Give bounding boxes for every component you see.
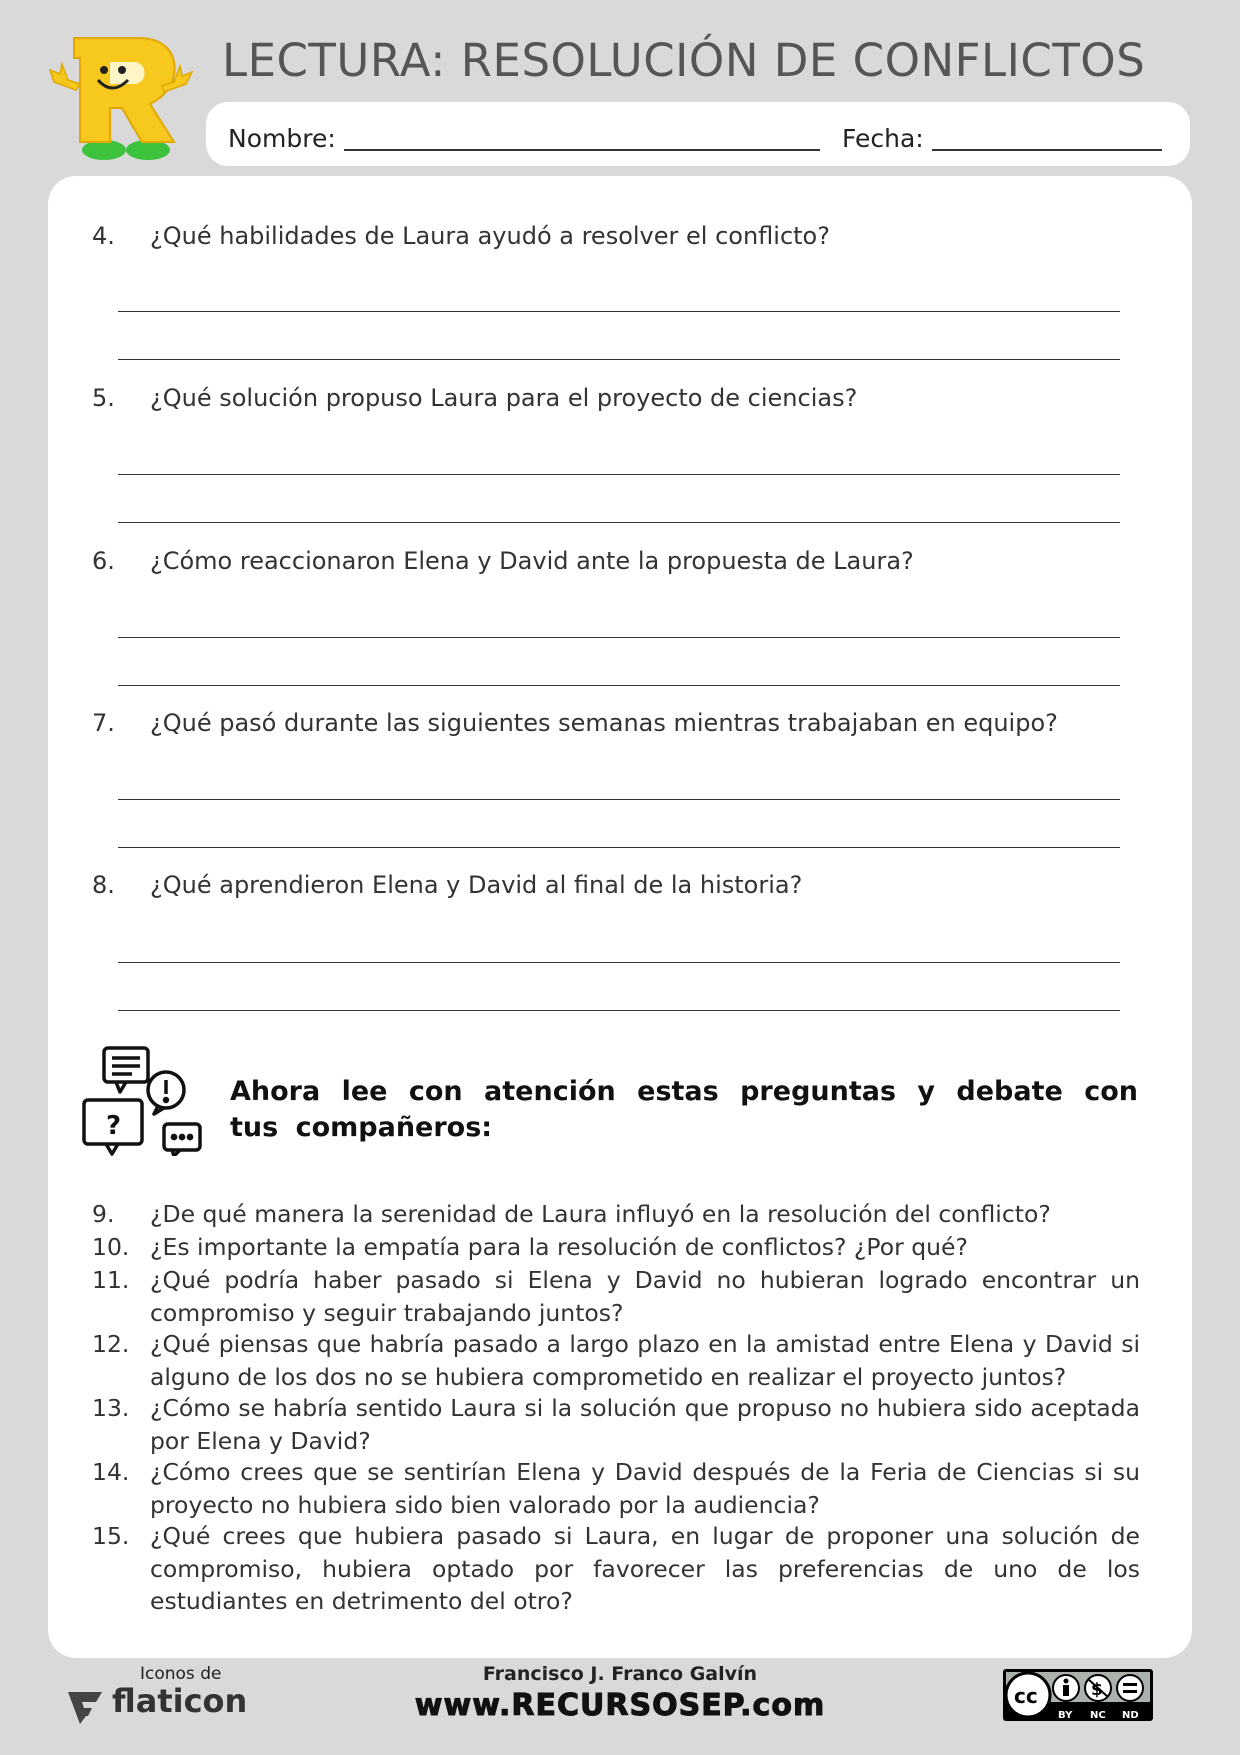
cc-nd-badge: ND <box>1122 1710 1139 1721</box>
mascot-r-logo-icon <box>46 30 196 168</box>
answer-line[interactable] <box>118 962 1120 963</box>
flaticon-brand: flaticon <box>112 1682 248 1720</box>
icons-credit-label: Iconos de <box>140 1664 222 1684</box>
question-number: 12. <box>92 1330 130 1358</box>
flaticon-credit[interactable] <box>66 1664 256 1744</box>
question-number: 9. <box>92 1200 115 1228</box>
answer-line[interactable] <box>118 685 1120 686</box>
creative-commons-license-icon[interactable] <box>1002 1668 1154 1722</box>
question-text: ¿Cómo se habría sentido Laura si la solución que propuso no hubiera sido aceptada por Elena y David? <box>150 1394 1140 1455</box>
question-text: ¿Qué pasó durante las siguientes semanas mientras trabajaban en equipo? <box>150 709 1058 737</box>
name-date-bar <box>206 102 1190 166</box>
question-number: 13. <box>92 1394 130 1422</box>
date-field[interactable] <box>842 102 1162 166</box>
answer-line[interactable] <box>118 474 1120 475</box>
question-number: 8. <box>92 871 115 899</box>
answer-line[interactable] <box>118 522 1120 523</box>
question-number: 4. <box>92 222 115 250</box>
question-text: ¿De qué manera la serenidad de Laura influyó en la resolución del conflicto? <box>150 1200 1051 1228</box>
svg-text:?: ? <box>106 1111 122 1141</box>
website-link[interactable]: www.RECURSOSEP.com <box>414 1688 826 1723</box>
question-text: ¿Es importante la empatía para la resolución de conflictos? ¿Por qué? <box>150 1233 968 1261</box>
answer-line[interactable] <box>118 799 1120 800</box>
question-text: ¿Cómo reaccionaron Elena y David ante la propuesta de Laura? <box>150 547 914 575</box>
name-label: Nombre: <box>228 124 336 153</box>
answer-line[interactable] <box>118 847 1120 848</box>
question-text: ¿Qué crees que hubiera pasado si Laura, en lugar de proponer una solución de compromiso, hubiera optado por favorecer las preferencias de uno de los estudiantes en detrimento del otro? <box>150 1522 1140 1615</box>
question-text: ¿Qué habilidades de Laura ayudó a resolver el conflicto? <box>150 222 830 250</box>
cc-nc-badge: NC <box>1090 1710 1106 1721</box>
page-title: LECTURA: RESOLUCIÓN DE CONFLICTOS <box>222 34 1146 87</box>
flaticon-logo-icon <box>66 1688 104 1726</box>
answer-line[interactable] <box>118 311 1120 312</box>
answer-line[interactable] <box>118 359 1120 360</box>
question-number: 6. <box>92 547 115 575</box>
answer-line[interactable] <box>118 637 1120 638</box>
question-number: 15. <box>92 1522 130 1550</box>
debate-heading: Ahora lee con atención estas preguntas y debate con tus compañeros: <box>230 1076 1138 1143</box>
svg-text:$: $ <box>1091 1680 1103 1700</box>
cc-by-badge: BY <box>1058 1710 1073 1721</box>
question-number: 5. <box>92 384 115 412</box>
name-blank-line[interactable] <box>344 131 820 151</box>
question-number: 10. <box>92 1233 130 1261</box>
question-text: ¿Qué podría haber pasado si Elena y David no hubieran logrado encontrar un compromiso y seguir trabajando juntos? <box>150 1266 1140 1327</box>
question-number: 7. <box>92 709 115 737</box>
date-label: Fecha: <box>842 124 924 153</box>
question-number: 11. <box>92 1266 130 1294</box>
name-field[interactable] <box>228 102 820 166</box>
question-text: ¿Qué solución propuso Laura para el proyecto de ciencias? <box>150 384 858 412</box>
date-blank-line[interactable] <box>932 131 1162 151</box>
answer-line[interactable] <box>118 1010 1120 1011</box>
worksheet-panel <box>48 176 1192 1658</box>
svg-text:cc: cc <box>1014 1684 1038 1708</box>
question-number: 14. <box>92 1458 130 1486</box>
question-text: ¿Cómo crees que se sentirían Elena y David después de la Feria de Ciencias si su proyecto no hubiera sido bien valorado por la audiencia? <box>150 1458 1140 1519</box>
question-text: ¿Qué piensas que habría pasado a largo plazo en la amistad entre Elena y David si alguno de los dos no se hubiera comprometido en realizar el proyecto juntos? <box>150 1330 1140 1391</box>
author-name: Francisco J. Franco Galvín <box>482 1663 758 1685</box>
question-text: ¿Qué aprendieron Elena y David al final de la historia? <box>150 871 803 899</box>
